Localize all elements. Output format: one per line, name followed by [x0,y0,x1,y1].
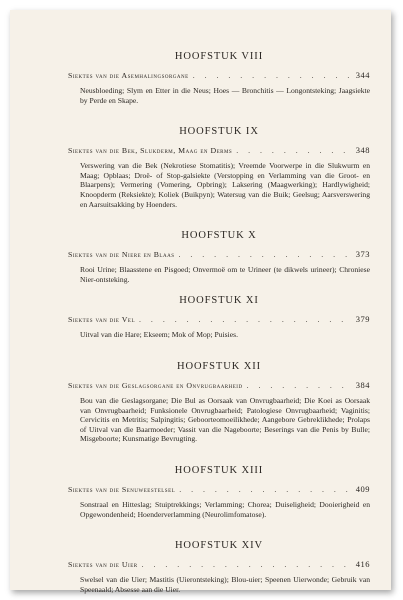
chapter-heading: HOOFSTUK XI [179,295,259,307]
page-number: 416 [355,559,370,570]
entry-title: Siektes van die Senuweestelsel [68,484,176,494]
page-number: 409 [355,483,370,494]
entry-description: Rooi Urine; Blaasstene en Pisgoed; Onvermoë om te Urineer (te dikwels urineer); Chroniese Nier-ontsteking. [80,265,370,284]
chapter-heading: HOOFSTUK XIII [174,464,264,476]
chapter-heading: HOOFSTUK VIII [174,51,264,62]
entry-description: Neusbloeding; Slym en Etter in die Neus; Hoes — Bronchitis — Longontsteking; Jaagsiekte by Perde en Skape. [80,86,370,105]
chapter-xii [68,360,370,444]
leader-dots [142,560,352,570]
chapter-heading: HOOFSTUK IX [179,126,259,138]
page-number: 344 [355,70,370,80]
toc-entry [68,145,370,156]
chapter-xiv [68,539,370,594]
chapter-viii [68,50,370,105]
page-number: 384 [355,379,370,390]
entry-title: Siektes van die Niere en Blaas [68,250,175,260]
chapter-xi [68,294,370,340]
entry-title: Siektes van die Vel [68,315,136,325]
entry-description: Bou van die Geslagsorgane; Die Bul as Oorsaak van Onvrugbaarheid; Die Koei as Oorsaak van Onvrugbaarheid; Funksionele Onvrugbaarheid; Patologiese Onvrugbaarheid; Vaginitis; Cervicitis en Metritis; Salpingitis; Geboorteomoeilikhede; Aangebore Gebreklikhede; Prolaps of Uitval van die Baarmoeder; Vassit van die Nageboorte; Beserings van die Penis by Bulle; Misgeboorte; Kunsmatige Bevrugting. [80,395,370,444]
toc-entry [68,314,370,325]
page-number: 373 [355,249,370,260]
entry-title: Siektes van die Asemhalingsorgane [68,71,189,80]
entry-title: Siektes van die Bek, Slukderm, Maag en Derms [68,146,233,156]
entry-title: Siektes van die Uier [68,560,138,570]
chapter-xiii [68,464,370,519]
toc-entry [68,70,370,81]
leader-dots [236,146,352,156]
leader-dots [193,71,352,81]
leader-dots [179,485,352,495]
page-number: 348 [355,145,370,156]
entry-title: Siektes van die Geslagsorgane en Onvrugbaarheid [68,380,243,390]
entry-description: Uitval van die Hare; Ekseem; Mok of Mop; Puisies. [80,330,238,340]
leader-dots [139,315,352,325]
leader-dots [178,250,351,260]
entry-description: Verswering van die Bek (Nekrotiese Stomatitis); Vreemde Voorwerpe in die Slukwurm en Maag; Opblaas; Droë- of Stop-galsiekte (Verstopping en Verlamming van die Groot- en Blaarpens); Vermering (Vomering, Opbring); Laksering (Maagwerking); Hardlywigheid; Knoopderm (Reksiekte); Koliek (Buikpyn); Watersug van die Buik; Geelsug; Aarsverswering en Aarsuitsakking by Hoenders. [80,161,370,209]
chapter-x [68,229,370,284]
chapter-heading: HOOFSTUK XII [176,360,261,372]
page-number: 379 [355,314,370,325]
toc-entry [68,249,370,260]
chapter-heading: HOOFSTUK XIV [174,540,264,552]
table-of-contents [68,50,370,594]
chapter-heading: HOOFSTUK X [181,230,257,242]
entry-description: Swelsel van die Uier; Mastitis (Uierontsteking); Blou-uier; Speenen Uierwonde; Gebruik van Speenaald; Absesse aan die Uier. [80,575,370,594]
toc-entry [68,559,370,570]
entry-description: Sonstraal en Hitteslag; Stuiptrekkings; Verlamming; Chorea; Duiseligheid; Dooierigheid en Opgewondenheid; Hoenderverlamming (Neurolimfomatose). [80,499,370,519]
toc-entry [68,484,370,495]
chapter-ix [68,125,370,209]
toc-entry [68,380,370,391]
leader-dots [247,381,352,391]
book-page [10,10,391,594]
